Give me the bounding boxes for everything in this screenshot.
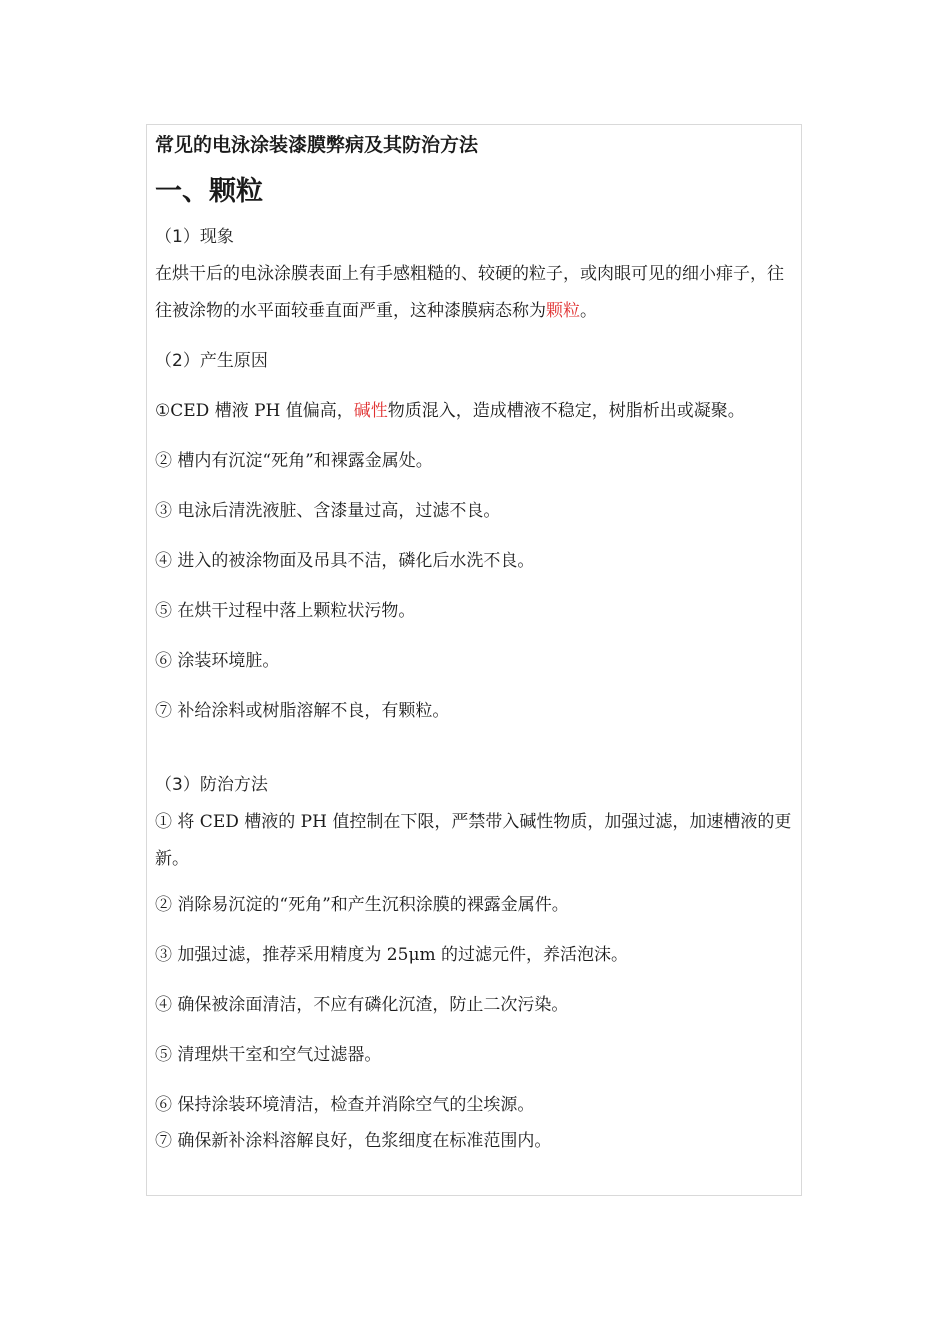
document-title: 常见的电泳涂装漆膜弊病及其防治方法 [155, 134, 479, 156]
prevention-item: ⑥ 保持涂装环境清洁，检查并消除空气的尘埃源。 [155, 1095, 535, 1115]
prevention-item: ③ 加强过滤，推荐采用精度为 25μm 的过滤元件，养活泡沫。 [155, 945, 629, 965]
document-content [155, 128, 795, 1154]
prevention-heading: （3）防治方法 [155, 775, 268, 795]
cause-item-text-end: 物质混入，造成槽液不稳定，树脂析出或凝聚。 [387, 401, 745, 421]
prevention-item: ① 将 CED 槽液的 PH 值控制在下限，严禁带入碱性物质，加强过滤，加速槽液的更新。 [155, 812, 792, 869]
phenomenon-highlight: 颗粒 [546, 301, 580, 321]
phenomenon-paragraph [155, 256, 795, 330]
cause-item: ⑦ 补给涂料或树脂溶解不良，有颗粒。 [155, 701, 450, 721]
prevention-item: ⑤ 清理烘干室和空气过滤器。 [155, 1045, 382, 1065]
cause-item: ④ 进入的被涂物面及吊具不洁，磷化后水洗不良。 [155, 551, 535, 571]
cause-item: ② 槽内有沉淀“死角”和裸露金属处。 [155, 451, 433, 471]
cause-item-highlight: 碱性 [353, 401, 388, 421]
prevention-item: ⑦ 确保新补涂料溶解良好，色浆细度在标准范围内。 [155, 1131, 552, 1151]
cause-item: ⑤ 在烘干过程中落上颗粒状污物。 [155, 601, 416, 621]
prevention-item: ④ 确保被涂面清洁，不应有磷化沉渣，防止二次污染。 [155, 995, 569, 1015]
cause-item-text: ①CED 槽液 PH 值偏高， [155, 401, 354, 421]
cause-item: ③ 电泳后清洗液脏、含漆量过高，过滤不良。 [155, 501, 501, 521]
prevention-item: ② 消除易沉淀的“死角”和产生沉积涂膜的裸露金属件。 [155, 895, 569, 915]
phenomenon-heading: （1）现象 [155, 227, 234, 247]
causes-heading: （2）产生原因 [155, 351, 268, 371]
phenomenon-text-end: 。 [580, 301, 597, 321]
cause-item [155, 398, 795, 424]
section-heading: 一、颗粒 [155, 176, 263, 207]
cause-item: ⑥ 涂装环境脏。 [155, 651, 280, 671]
phenomenon-text: 在烘干后的电泳涂膜表面上有手感粗糙的、较硬的粒子，或肉眼可见的细小痱子，往往被涂物的水平面较垂直面严重，这种漆膜病态称为 [155, 264, 784, 321]
